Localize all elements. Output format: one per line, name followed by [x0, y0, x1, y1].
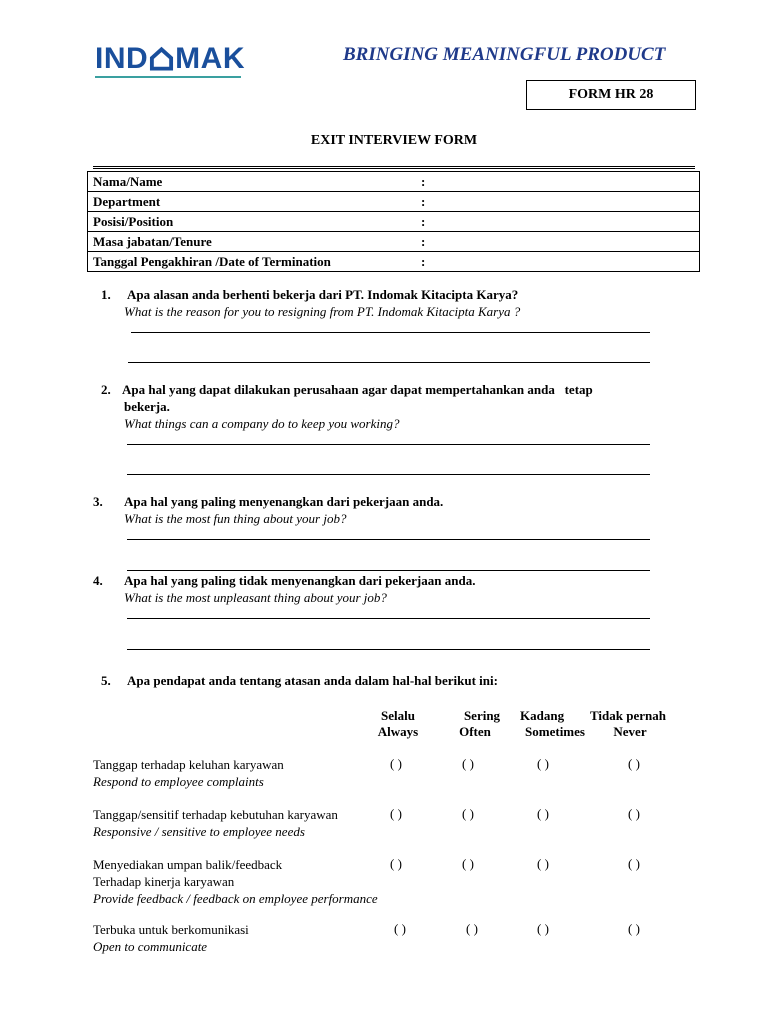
option-often[interactable]: ( )	[462, 756, 474, 771]
option-never[interactable]: ( )	[628, 921, 640, 936]
department-field[interactable]: :	[416, 192, 700, 212]
question-2-translation: What things can a company do to keep you working?	[124, 416, 400, 431]
question-4-text: Apa hal yang paling tidak menyenangkan dari pekerjaan anda.	[124, 573, 476, 588]
option-always[interactable]: ( )	[390, 856, 402, 871]
option-sometimes[interactable]: ( )	[537, 856, 549, 871]
rating-translation: Provide feedback / feedback on employee performance	[93, 891, 378, 906]
scale-label-en: Sometimes	[525, 724, 585, 739]
option-always[interactable]: ( )	[390, 756, 402, 771]
info-row-tenure	[88, 232, 700, 252]
answer-line[interactable]	[127, 539, 650, 540]
info-row-department	[88, 192, 700, 212]
info-row-name	[88, 172, 700, 192]
tagline: BRINGING MEANINGFUL PRODUCT	[343, 44, 666, 65]
question-1-text: Apa alasan anda berhenti bekerja dari PT. Indomak Kitacipta Karya?	[127, 287, 519, 302]
question-3-number: 3.	[93, 494, 103, 509]
info-row-position	[88, 212, 700, 232]
rating-text: Menyediakan umpan balik/feedback	[93, 857, 283, 872]
answer-line[interactable]	[127, 570, 650, 571]
option-sometimes[interactable]: ( )	[537, 806, 549, 821]
question-2-number: 2.	[101, 382, 111, 397]
scale-label-en: Always	[377, 724, 419, 739]
rating-row-needs	[93, 806, 338, 840]
scale-label-en: Often	[459, 724, 491, 739]
info-label: Tanggal Pengakhiran /Date of Termination	[88, 252, 417, 272]
question-2-text: Apa hal yang dapat dilakukan perusahaan agar dapat mempertahankan anda tetap	[122, 382, 593, 397]
question-4-number: 4.	[93, 573, 103, 588]
option-never[interactable]: ( )	[628, 806, 640, 821]
option-sometimes[interactable]: ( )	[537, 756, 549, 771]
form-code: FORM HR 28	[568, 87, 654, 102]
rating-translation: Open to communicate	[93, 939, 208, 954]
rating-row-communicate	[93, 921, 249, 955]
scale-header-never	[580, 708, 676, 740]
question-2-text-cont: bekerja.	[124, 399, 170, 414]
question-5-number: 5.	[101, 673, 111, 688]
rating-row-complaints	[93, 756, 284, 790]
rating-translation: Respond to employee complaints	[93, 774, 264, 789]
scale-label-id: Kadang	[520, 708, 565, 723]
answer-line[interactable]	[127, 618, 650, 619]
scale-label-id: Sering	[463, 708, 501, 723]
info-label: Nama/Name	[88, 172, 417, 192]
employee-info-table	[87, 171, 700, 272]
logo-underline	[95, 76, 241, 78]
info-label: Department	[88, 192, 417, 212]
scale-header-often	[445, 708, 505, 740]
scale-label-id: Tidak pernah	[590, 708, 666, 723]
question-3-text: Apa hal yang paling menyenangkan dari pekerjaan anda.	[124, 494, 444, 509]
answer-line[interactable]	[127, 649, 650, 650]
option-always[interactable]: ( )	[390, 806, 402, 821]
name-field[interactable]: :	[416, 172, 700, 192]
option-sometimes[interactable]: ( )	[537, 921, 549, 936]
info-label: Masa jabatan/Tenure	[88, 232, 417, 252]
answer-line[interactable]	[127, 474, 650, 475]
form-title: EXIT INTERVIEW FORM	[310, 133, 478, 148]
form-code-box	[526, 80, 696, 110]
logo-house-icon	[149, 46, 174, 72]
option-never[interactable]: ( )	[628, 756, 640, 771]
logo-text-right: MAK	[175, 42, 245, 75]
logo-text-left: IND	[95, 42, 149, 75]
scale-label-id: Selalu	[381, 708, 415, 723]
rating-text: Terbuka untuk berkomunikasi	[93, 922, 249, 937]
termination-date-field[interactable]: :	[416, 252, 700, 272]
scale-label-en: Never	[613, 724, 647, 739]
question-5-text: Apa pendapat anda tentang atasan anda dalam hal-hal berikut ini:	[127, 673, 498, 688]
rating-translation: Responsive / sensitive to employee needs	[93, 824, 305, 839]
rating-text-cont: Terhadap kinerja karyawan	[93, 874, 235, 889]
question-1-translation: What is the reason for you to resigning from PT. Indomak Kitacipta Karya ?	[124, 304, 521, 319]
answer-line[interactable]	[128, 362, 650, 363]
title-divider	[93, 166, 695, 169]
question-3-translation: What is the most fun thing about your job?	[124, 511, 347, 526]
rating-text: Tanggap terhadap keluhan karyawan	[93, 757, 284, 772]
info-label: Posisi/Position	[88, 212, 417, 232]
option-often[interactable]: ( )	[466, 921, 478, 936]
position-field[interactable]: :	[416, 212, 700, 232]
option-never[interactable]: ( )	[628, 856, 640, 871]
question-4-translation: What is the most unpleasant thing about your job?	[124, 590, 387, 605]
rating-row-feedback	[93, 856, 378, 907]
company-logo	[95, 42, 245, 82]
answer-line[interactable]	[131, 332, 650, 333]
option-always[interactable]: ( )	[394, 921, 406, 936]
option-often[interactable]: ( )	[462, 856, 474, 871]
tenure-field[interactable]: :	[416, 232, 700, 252]
option-often[interactable]: ( )	[462, 806, 474, 821]
info-row-termination-date	[88, 252, 700, 272]
answer-line[interactable]	[127, 444, 650, 445]
question-1-number: 1.	[101, 287, 111, 302]
scale-header-always	[368, 708, 428, 740]
rating-text: Tanggap/sensitif terhadap kebutuhan karyawan	[93, 807, 338, 822]
